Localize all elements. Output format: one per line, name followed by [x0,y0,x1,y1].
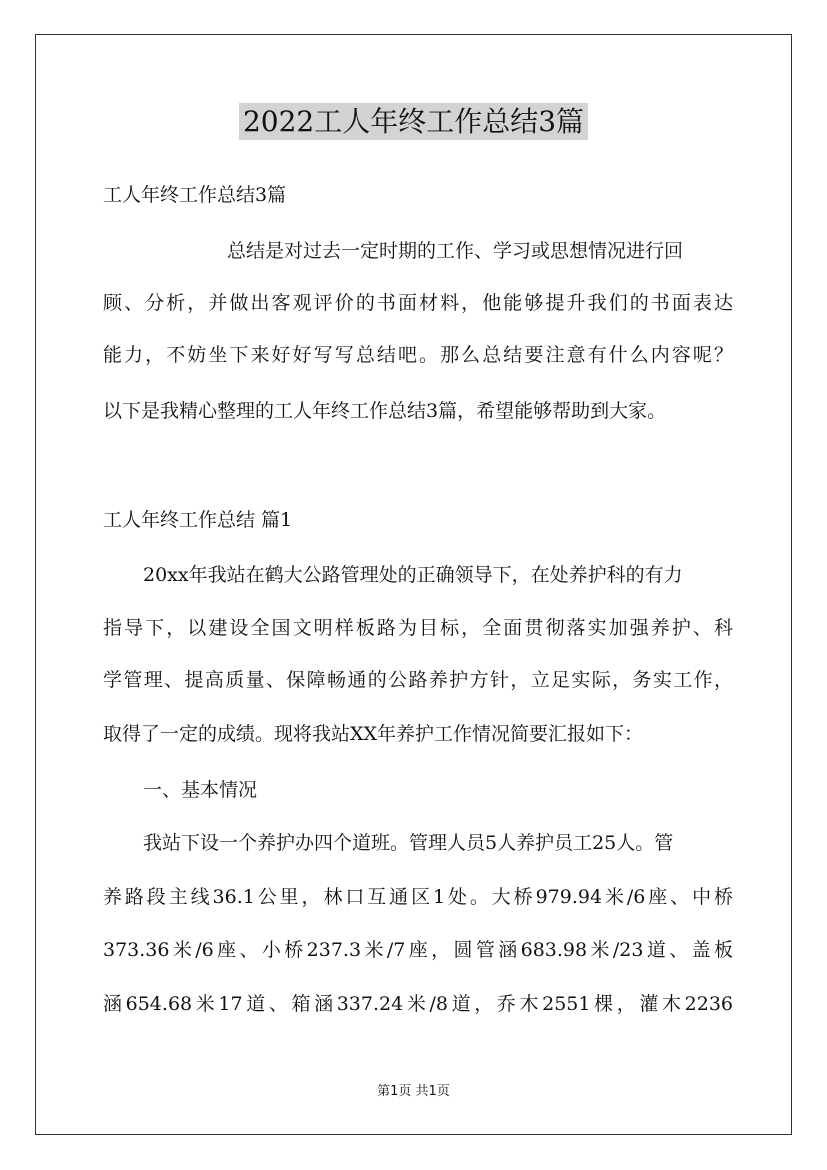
section-heading: 工人年终工作总结 篇1 [103,509,293,531]
intro-line-3: 能力，不妨坐下来好好写写总结吧。那么总结要注意有什么内容呢？ [103,344,733,366]
para2-line-4: 涵654.68米17道、箱涵337.24米/8道，乔木2551棵，灌木2236 [103,993,733,1015]
para1-line-2: 指导下，以建设全国文明样板路为目标，全面贯彻落实加强养护、科 [103,617,733,639]
intro-line-1: 总结是对过去一定时期的工作、学习或思想情况进行回 [227,240,684,262]
document-title [0,100,827,144]
intro-line-4: 以下是我精心整理的工人年终工作总结3篇，希望能够帮助到大家。 [103,400,667,422]
document-subtitle: 工人年终工作总结3篇 [103,184,287,206]
para2-line-3: 373.36米/6座、小桥237.3米/7座，圆管涵683.98米/23道、盖板 [103,939,733,961]
para2-line-2: 养路段主线36.1公里，林口互通区1处。大桥979.94米/6座、中桥 [103,886,733,908]
subheading: 一、基本情况 [143,779,258,801]
para1-line-3: 学管理、提高质量、保障畅通的公路养护方针，立足实际，务实工作， [103,669,733,691]
para1-line-4: 取得了一定的成绩。现将我站XX年养护工作情况简要汇报如下： [103,723,644,745]
intro-line-2: 顾、分析，并做出客观评价的书面材料，他能够提升我们的书面表达 [103,292,733,314]
page-footer: 第1页 共1页 [377,1084,450,1099]
document-title-text: 2022工人年终工作总结3篇 [239,103,588,140]
para2-line-1: 我站下设一个养护办四个道班。管理人员5人养护员工25人。管 [143,832,674,854]
para1-line-1: 20xx年我站在鹤大公路管理处的正确领导下，在处养护科的有力 [143,564,683,586]
